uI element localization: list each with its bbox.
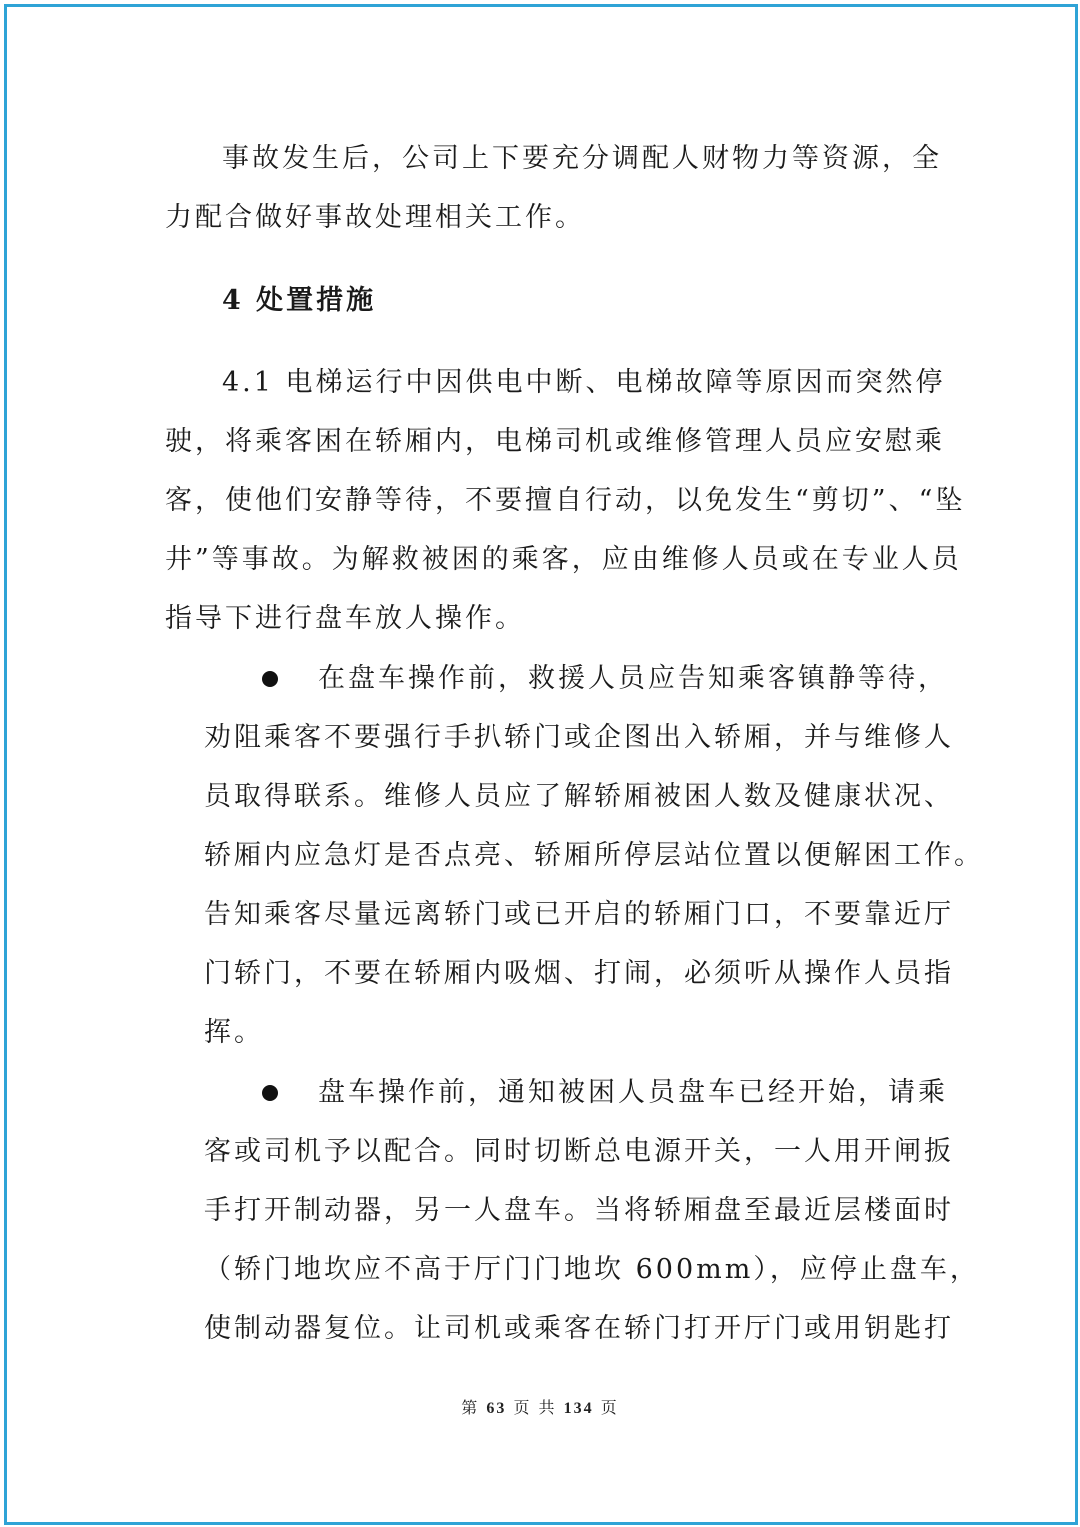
footer-suffix: 页 — [600, 1398, 619, 1417]
bullet-line: 在盘车操作前，救援人员应告知乘客镇静等待， — [318, 663, 948, 694]
paragraph-line: 事故发生后，公司上下要充分调配人财物力等资源，全 — [222, 143, 942, 174]
bullet-line: 劝阻乘客不要强行手扒轿门或企图出入轿厢，并与维修人 — [204, 722, 954, 753]
total-page-count: 134 — [563, 1400, 594, 1417]
bullet-line: 手打开制动器，另一人盘车。当将轿厢盘至最近层楼面时 — [204, 1195, 954, 1226]
paragraph-line: 力配合做好事故处理相关工作。 — [165, 202, 585, 233]
bullet-line: 门轿门，不要在轿厢内吸烟、打闹，必须听从操作人员指 — [204, 958, 954, 989]
bullet-line: （轿门地坎应不高于厅门门地坎 600mm），应停止盘车， — [204, 1254, 980, 1285]
current-page-number: 63 — [486, 1400, 507, 1417]
bullet-line: 员取得联系。维修人员应了解轿厢被困人数及健康状况、 — [204, 781, 954, 812]
section-heading: 4 处置措施 — [222, 285, 377, 316]
bullet-line: 轿厢内应急灯是否点亮、轿厢所停层站位置以便解困工作。 — [204, 840, 984, 871]
footer-middle: 页 共 — [513, 1398, 557, 1417]
paragraph-line: 4.1 电梯运行中因供电中断、电梯故障等原因而突然停 — [222, 367, 946, 398]
paragraph-line: 客，使他们安静等待，不要擅自行动，以免发生“剪切”、“坠 — [165, 485, 966, 516]
paragraph-line: 驶，将乘客困在轿厢内，电梯司机或维修管理人员应安慰乘 — [165, 426, 945, 457]
bullet-line: 使制动器复位。让司机或乘客在轿门打开厅门或用钥匙打 — [204, 1313, 954, 1344]
page-footer — [0, 1397, 1080, 1420]
bullet-line: 挥。 — [204, 1017, 264, 1048]
bullet-line: 客或司机予以配合。同时切断总电源开关，一人用开闸扳 — [204, 1136, 954, 1167]
paragraph-line: 指导下进行盘车放人操作。 — [165, 603, 525, 634]
footer-prefix: 第 — [461, 1398, 480, 1417]
bullet-line: 告知乘客尽量远离轿门或已开启的轿厢门口，不要靠近厅 — [204, 899, 954, 930]
bullet-line: 盘车操作前，通知被困人员盘车已经开始，请乘 — [318, 1077, 948, 1108]
bullet-dot-icon — [262, 671, 278, 687]
paragraph-line: 井”等事故。为解救被困的乘客，应由维修人员或在专业人员 — [165, 544, 962, 575]
bullet-dot-icon — [262, 1085, 278, 1101]
